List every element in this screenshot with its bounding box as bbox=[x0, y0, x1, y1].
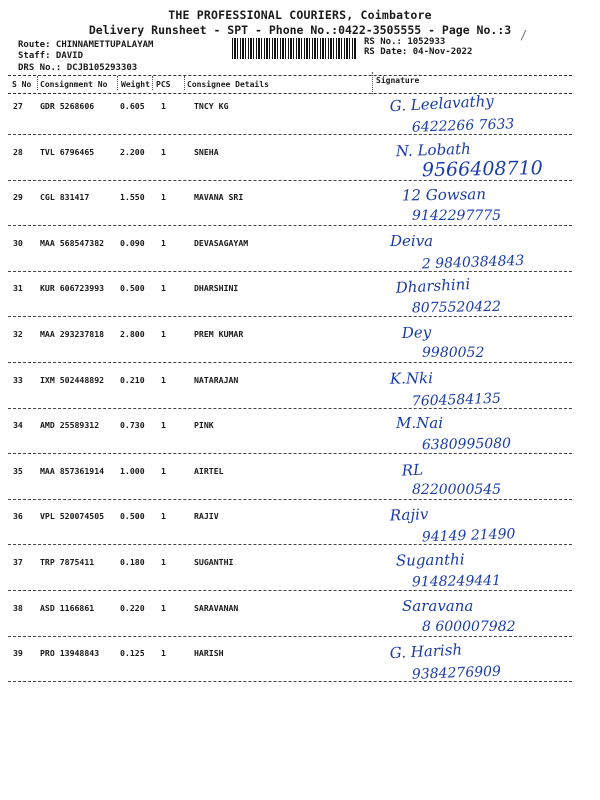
signature-handwriting bbox=[372, 458, 592, 508]
row-sno: 39 bbox=[13, 648, 23, 659]
row-consignment-no: ASD 1166861 bbox=[40, 602, 95, 613]
signature-handwriting bbox=[372, 412, 592, 462]
row-pcs: 1 bbox=[161, 420, 166, 431]
signature-svg bbox=[372, 595, 592, 645]
row-weight: 1.000 bbox=[120, 465, 145, 476]
signature-handwriting bbox=[372, 321, 592, 371]
signature-name: RL bbox=[401, 460, 424, 480]
row-consignee: NATARAJAN bbox=[194, 374, 239, 385]
signature-handwriting bbox=[372, 230, 592, 280]
signature-name: Deiva bbox=[390, 231, 434, 250]
row-sno: 34 bbox=[13, 420, 23, 431]
table-top-rule bbox=[8, 75, 572, 76]
row-sno: 29 bbox=[13, 192, 23, 203]
signature-svg bbox=[372, 503, 592, 553]
row-pcs: 1 bbox=[161, 602, 166, 613]
row-consignment-no: PRO 13948843 bbox=[40, 648, 100, 659]
pen-mark: / bbox=[520, 28, 528, 42]
row-sno: 37 bbox=[13, 557, 23, 567]
row-pcs: 1 bbox=[161, 329, 166, 339]
row-sno: 35 bbox=[13, 465, 23, 476]
signature-handwriting bbox=[372, 503, 592, 553]
row-consignee: HARISH bbox=[194, 648, 224, 659]
signature-phone: 9566408710 bbox=[421, 156, 543, 181]
row-pcs: 1 bbox=[161, 237, 166, 248]
row-divider bbox=[8, 180, 572, 181]
row-consignee: AIRTEL bbox=[194, 465, 224, 476]
row-weight: 0.500 bbox=[120, 511, 145, 522]
row-divider bbox=[8, 362, 572, 363]
signature-name: G. Leelavathy bbox=[389, 91, 495, 116]
rs-number: RS No.: 1052933 bbox=[364, 37, 446, 47]
rs-date: RS Date: 04-Nov-2022 bbox=[364, 47, 473, 57]
signature-name: Suganthi bbox=[395, 550, 465, 570]
row-weight: 2.200 bbox=[120, 146, 145, 157]
row-consignee: DHARSHINI bbox=[194, 283, 239, 294]
row-consignment-no: TRP 7875411 bbox=[40, 557, 95, 567]
col-divider bbox=[184, 76, 185, 90]
row-weight: 0.090 bbox=[120, 237, 145, 248]
row-pcs: 1 bbox=[161, 192, 166, 203]
row-sno: 30 bbox=[13, 237, 23, 248]
row-consignee: SARAVANAN bbox=[194, 602, 239, 613]
row-consignment-no: CGL 831417 bbox=[40, 192, 90, 203]
row-divider bbox=[8, 590, 572, 591]
signature-name: K.Nki bbox=[389, 368, 434, 388]
row-consignee: SUGANTHI bbox=[194, 557, 234, 567]
row-divider bbox=[8, 408, 572, 409]
col-header-consignment: Consignment No bbox=[40, 80, 108, 89]
row-pcs: 1 bbox=[161, 146, 166, 157]
signature-phone: 2 9840384843 bbox=[421, 252, 525, 273]
signature-phone: 6380995080 bbox=[421, 435, 512, 454]
row-consignee: TNCY KG bbox=[194, 101, 229, 111]
row-consignment-no: AMD 25589312 bbox=[40, 420, 100, 431]
row-consignment-no: GDR 5268606 bbox=[40, 101, 95, 111]
row-consignee: SNEHA bbox=[194, 146, 219, 157]
col-divider bbox=[152, 76, 153, 90]
row-weight: 0.730 bbox=[120, 420, 145, 431]
signature-name: G. Harish bbox=[389, 640, 463, 663]
row-divider bbox=[8, 544, 572, 545]
col-header-weight: Weight bbox=[121, 80, 150, 89]
row-weight: 0.220 bbox=[120, 602, 145, 613]
row-weight: 0.125 bbox=[120, 648, 145, 659]
row-consignee: PINK bbox=[194, 420, 214, 431]
row-divider bbox=[8, 316, 572, 317]
row-divider bbox=[8, 681, 572, 682]
drs-number: DRS No.: DCJB105293303 bbox=[18, 63, 138, 73]
signature-name: Saravana bbox=[402, 596, 474, 615]
signature-phone: 8075520422 bbox=[411, 299, 502, 317]
row-pcs: 1 bbox=[161, 511, 166, 522]
signature-name: Rajiv bbox=[389, 505, 429, 525]
runsheet-subtitle: Delivery Runsheet - SPT - Phone No.:0422-3505555 - Page No.:3 bbox=[88, 23, 512, 37]
row-sno: 31 bbox=[13, 283, 23, 294]
signature-phone: 9148249441 bbox=[411, 572, 502, 591]
signature-svg bbox=[372, 321, 592, 371]
row-pcs: 1 bbox=[161, 557, 166, 567]
signature-svg bbox=[372, 275, 592, 325]
signature-name: M.Nai bbox=[396, 414, 443, 433]
row-weight: 0.500 bbox=[120, 283, 145, 294]
row-consignment-no: MAA 293237818 bbox=[40, 329, 105, 339]
signature-phone: 8 600007982 bbox=[422, 618, 516, 635]
row-divider bbox=[8, 271, 572, 272]
signature-svg bbox=[372, 549, 592, 599]
row-pcs: 1 bbox=[161, 374, 166, 385]
signature-handwriting bbox=[372, 275, 592, 325]
signature-handwriting bbox=[372, 184, 592, 234]
signature-phone: 6422266 7633 bbox=[411, 116, 515, 136]
signature-phone: 9980052 bbox=[422, 345, 485, 361]
signature-handwriting bbox=[372, 640, 592, 690]
signature-svg bbox=[372, 412, 592, 462]
row-consignee: PREM KUMAR bbox=[194, 329, 244, 339]
row-consignment-no: VPL 520074505 bbox=[40, 511, 105, 522]
row-weight: 0.210 bbox=[120, 374, 145, 385]
signature-name: 12 Gowsan bbox=[401, 185, 487, 205]
col-header-sno: S No bbox=[12, 80, 32, 89]
row-divider bbox=[8, 453, 572, 454]
row-pcs: 1 bbox=[161, 648, 166, 659]
row-weight: 2.800 bbox=[120, 329, 145, 339]
signature-svg bbox=[372, 367, 592, 417]
row-sno: 28 bbox=[13, 146, 23, 157]
col-header-pcs: PCS bbox=[156, 80, 171, 89]
row-sno: 27 bbox=[13, 101, 23, 111]
signature-phone: 7604584135 bbox=[411, 390, 502, 410]
table-row bbox=[0, 640, 600, 694]
col-divider bbox=[372, 72, 373, 94]
row-divider bbox=[8, 225, 572, 226]
col-header-signature: Signature bbox=[376, 76, 420, 85]
signature-handwriting bbox=[372, 367, 592, 417]
row-consignee: DEVASAGAYAM bbox=[194, 237, 249, 248]
row-weight: 0.180 bbox=[120, 557, 145, 567]
row-sno: 32 bbox=[13, 329, 23, 339]
row-consignment-no: TVL 6796465 bbox=[40, 146, 95, 157]
company-title: THE PROFESSIONAL COURIERS, Coimbatore bbox=[168, 8, 432, 22]
row-pcs: 1 bbox=[161, 101, 166, 111]
row-divider bbox=[8, 636, 572, 637]
row-pcs: 1 bbox=[161, 465, 166, 476]
signature-svg bbox=[372, 458, 592, 508]
signature-svg bbox=[372, 139, 592, 189]
col-divider bbox=[37, 76, 38, 90]
signature-handwriting bbox=[372, 93, 592, 143]
row-consignment-no: MAA 568547382 bbox=[40, 237, 105, 248]
signature-name: Dharshini bbox=[395, 275, 471, 298]
row-consignment-no: IXM 502448892 bbox=[40, 374, 105, 385]
signature-phone: 94149 21490 bbox=[421, 526, 516, 546]
row-consignment-no: MAA 857361914 bbox=[40, 465, 105, 476]
signature-handwriting bbox=[372, 595, 592, 645]
signature-svg bbox=[372, 93, 592, 143]
signature-svg bbox=[372, 230, 592, 280]
row-divider bbox=[8, 134, 572, 135]
col-header-consignee: Consignee Details bbox=[187, 80, 269, 89]
row-weight: 1.550 bbox=[120, 192, 145, 203]
signature-name: N. Lobath bbox=[395, 139, 472, 160]
signature-phone: 9384276909 bbox=[411, 663, 502, 683]
barcode-image bbox=[232, 38, 356, 59]
signature-handwriting bbox=[372, 549, 592, 599]
signature-phone: 9142297775 bbox=[412, 208, 502, 225]
col-divider bbox=[117, 76, 118, 90]
signature-phone: 8220000545 bbox=[412, 481, 502, 498]
row-consignment-no: KUR 606723993 bbox=[40, 283, 105, 294]
signature-svg bbox=[372, 184, 592, 234]
row-pcs: 1 bbox=[161, 283, 166, 294]
row-consignee: MAVANA SRI bbox=[194, 192, 244, 203]
row-weight: 0.605 bbox=[120, 101, 145, 111]
signature-handwriting bbox=[372, 139, 592, 189]
row-sno: 36 bbox=[13, 511, 23, 522]
row-sno: 33 bbox=[13, 374, 23, 385]
row-divider bbox=[8, 499, 572, 500]
row-sno: 38 bbox=[13, 602, 23, 613]
signature-svg bbox=[372, 640, 592, 690]
staff-label: Staff: DAVID bbox=[18, 51, 84, 61]
route-label: Route: CHINNAMETTUPALAYAM bbox=[18, 40, 154, 50]
row-consignee: RAJIV bbox=[194, 511, 219, 522]
signature-name: Dey bbox=[401, 323, 432, 343]
